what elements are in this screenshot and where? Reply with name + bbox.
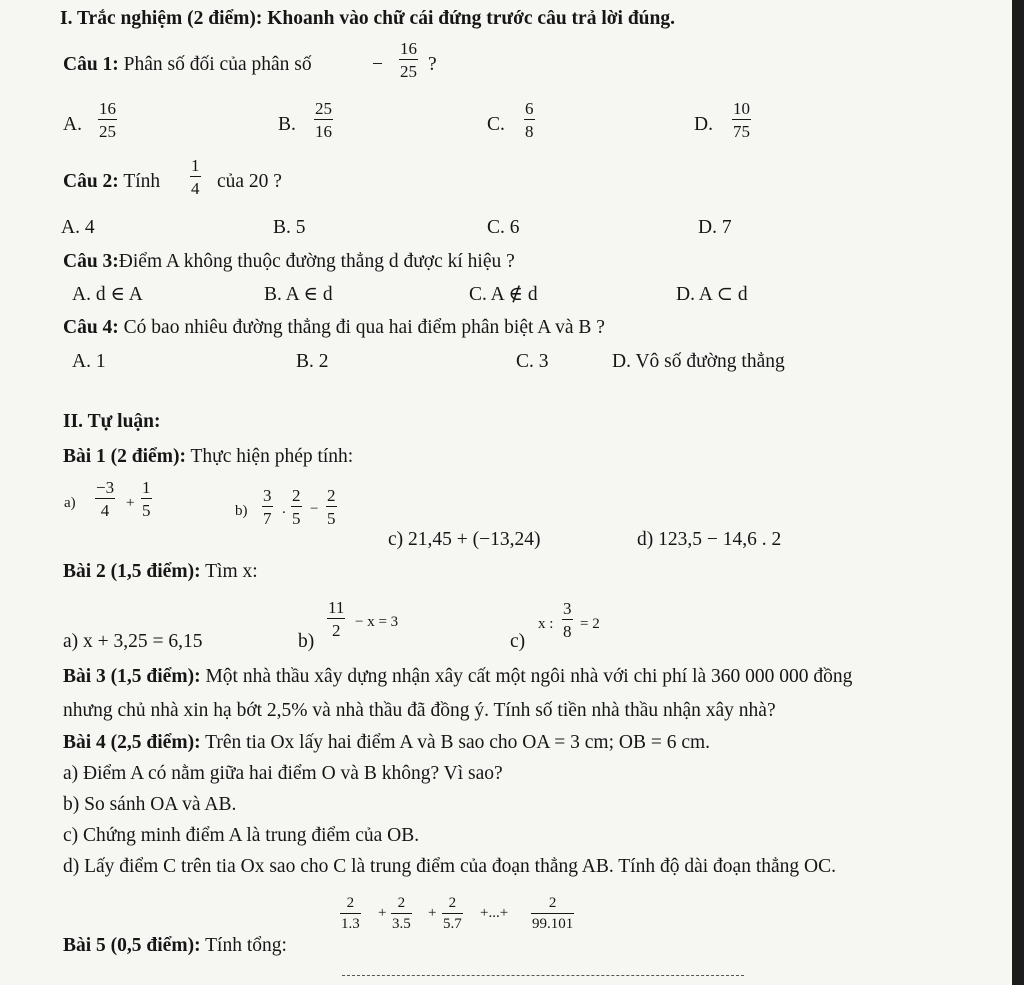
bai1-c: c) 21,45 + (−13,24): [388, 529, 541, 550]
bai1-text: Thực hiện phép tính:: [190, 446, 354, 467]
q2-fraction: 1 4: [191, 156, 200, 198]
part2-title: II. Tự luận:: [63, 411, 161, 432]
bai1-a-frac1: −3 4: [96, 478, 115, 520]
bai1-a-label: a): [64, 495, 76, 511]
q3-text: Điểm A không thuộc đường thẳng d được kí hiệu ?: [118, 251, 515, 272]
bai1-b-op1: .: [282, 501, 286, 517]
q1-fraction: [399, 40, 418, 80]
bai4-b: b) So sánh OA và AB.: [63, 794, 237, 815]
bai2-text: Tìm x:: [205, 561, 258, 582]
q1-option-d: 10 75: [733, 99, 750, 141]
bai1-b-frac2: 2 5: [292, 486, 301, 528]
q1-end: ?: [428, 54, 437, 75]
bai2-c-pre: x :: [538, 616, 554, 632]
q1-option-b: 25 16: [315, 99, 332, 141]
bai4-c: c) Chứng minh điểm A là trung điểm của OB.: [63, 825, 420, 846]
q1-text: Phân số đối của phân số: [123, 54, 312, 75]
bai3-label: Bài 3 (1,5 điểm):: [63, 666, 201, 687]
q3-option-b: B. A ∈ d: [264, 284, 333, 305]
q4-text: Có bao nhiêu đường thẳng đi qua hai điểm phân biệt A và B ?: [123, 317, 605, 338]
bai1-line: [63, 447, 353, 467]
bai5-term-3: 2 5.7: [443, 895, 462, 932]
bai1-b-frac1: 3 7: [263, 486, 272, 528]
q4-label: Câu 4:: [63, 317, 119, 338]
bai1-label: Bài 1 (2 điểm):: [63, 446, 186, 467]
bai1-b-op2: −: [310, 501, 319, 517]
q2-label: Câu 2:: [63, 171, 119, 192]
q1-option-b-letter: B.: [278, 114, 296, 135]
bai1-d: d) 123,5 − 14,6 . 2: [637, 529, 782, 550]
bai1-a-frac2: 1 5: [142, 478, 151, 520]
bai5-term-1: 2 1.3: [341, 895, 360, 932]
q2-line: [63, 172, 160, 192]
bai2-line: [63, 562, 258, 582]
part1-title: I. Trắc nghiệm (2 điểm): Khoanh vào chữ cái đứng trước câu trả lời đúng.: [60, 8, 675, 29]
q4-option-b: B. 2: [296, 351, 329, 372]
bai3-text-1: Một nhà thầu xây dựng nhận xây cất một ngôi nhà với chi phí là 360 000 000 đồng: [205, 666, 853, 687]
bai1-b-label: b): [235, 503, 248, 519]
bai2-a: a) x + 3,25 = 6,15: [63, 631, 203, 652]
screen-edge: [1012, 0, 1024, 985]
q3-option-a: A. d ∈ A: [72, 284, 143, 305]
q2-option-d: D. 7: [698, 217, 732, 238]
q4-line: [63, 318, 605, 338]
q3-line: [63, 252, 515, 272]
q3-label: Câu 3:: [63, 251, 119, 272]
bai3-line2: nhưng chủ nhà xin hạ bớt 2,5% và nhà thầu đã đồng ý. Tính số tiền nhà thầu nhận xây nhà?: [63, 700, 776, 721]
q2-option-c: C. 6: [487, 217, 520, 238]
bai4-a: a) Điểm A có nằm giữa hai điểm O và B không? Vì sao?: [63, 763, 503, 784]
bai5-op-1: +: [378, 905, 387, 921]
bai2-b-label: b): [298, 631, 315, 652]
q4-option-d: D. Vô số đường thẳng: [612, 351, 785, 372]
bai2-c-frac: 3 8: [563, 599, 572, 641]
q2-text: Tính: [123, 171, 161, 192]
bai5-op-3: +...+: [480, 905, 509, 921]
bai2-b-rest: − x = 3: [355, 614, 399, 630]
bai5-line: [63, 936, 287, 956]
bai1-b-frac3: 2 5: [327, 486, 336, 528]
bai2-b-frac: 11 2: [328, 598, 345, 640]
bai3-line1: [63, 667, 852, 687]
q1-label: Câu 1:: [63, 54, 119, 75]
q4-option-c: C. 3: [516, 351, 549, 372]
q3-option-d: D. A ⊂ d: [676, 284, 748, 305]
bai5-term-2: 2 3.5: [392, 895, 411, 932]
q1-den: 25: [400, 62, 417, 81]
q1-num: 16: [400, 39, 417, 58]
q1-option-a: 16 25: [99, 99, 116, 141]
bai2-label: Bài 2 (1,5 điểm):: [63, 561, 201, 582]
bai5-label: Bài 5 (0,5 điểm):: [63, 935, 201, 956]
bai5-term-4: 2 99.101: [532, 895, 574, 932]
bai1-a-op: +: [126, 495, 135, 511]
q1-option-a-letter: A.: [63, 114, 82, 135]
bai2-c-rest: = 2: [580, 616, 600, 632]
q2-option-a: A. 4: [61, 217, 95, 238]
dashed-separator: [342, 975, 744, 976]
bai2-c-label: c): [510, 631, 526, 652]
q1-line: [63, 55, 312, 75]
q2-option-b: B. 5: [273, 217, 306, 238]
bai5-text: Tính tổng:: [205, 935, 287, 956]
q1-option-d-letter: D.: [694, 114, 713, 135]
q1-sign: −: [372, 54, 383, 75]
bai4-line: [63, 733, 710, 753]
bai4-d: d) Lấy điểm C trên tia Ox sao cho C là trung điểm của đoạn thẳng AB. Tính độ dài đoạn thẳng OC.: [63, 856, 836, 877]
q3-option-c: C. A ∉ d: [469, 284, 538, 305]
bai4-text: Trên tia Ox lấy hai điểm A và B sao cho OA = 3 cm; OB = 6 cm.: [205, 732, 711, 753]
q2-end: của 20 ?: [217, 171, 282, 192]
q4-option-a: A. 1: [72, 351, 106, 372]
bai4-label: Bài 4 (2,5 điểm):: [63, 732, 201, 753]
q1-option-c: 6 8: [525, 99, 534, 141]
q1-option-c-letter: C.: [487, 114, 505, 135]
bai5-op-2: +: [428, 905, 437, 921]
